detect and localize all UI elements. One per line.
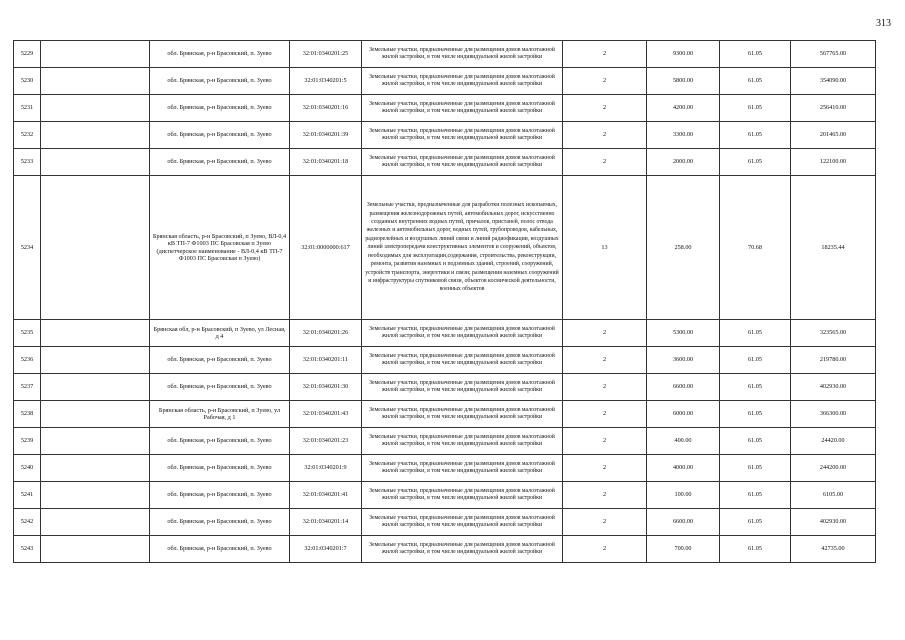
cell-land-use: Земельные участки, предназначенные для размещения домов малоэтажной жилой застройки, в том числе индивидуальной жилой застройки <box>362 455 563 482</box>
cell-cadastral-number: 32:01:0340201:11 <box>290 347 362 374</box>
cell-land-use: Земельные участки, предназначенные для размещения домов малоэтажной жилой застройки, в том числе индивидуальной жилой застройки <box>362 536 563 563</box>
cell-area: 258.00 <box>647 176 720 320</box>
cell-specific-value: 61.05 <box>720 401 791 428</box>
table-body <box>14 41 876 563</box>
cell-cadastral-number: 32:01:0340201:26 <box>290 320 362 347</box>
cell-use-group: 2 <box>563 95 647 122</box>
cell-cadastral-value: 219780.00 <box>791 347 876 374</box>
cell-address: Брянская область, р-н Брасовский, п Зуево, ВЛ-0,4 кВ ТП-7 Ф1003 ПС Брасовская п Зуево (диспетчерское наименование - ВЛ-0,4 кВ ТП-7 Ф1003 ПС Брасовская п Зуево) <box>150 176 290 320</box>
page-number: 313 <box>876 18 891 29</box>
cell-area: 6600.00 <box>647 374 720 401</box>
cell-specific-value: 61.05 <box>720 428 791 455</box>
cell-area: 4200.00 <box>647 95 720 122</box>
cell-empty <box>41 401 150 428</box>
cell-empty <box>41 509 150 536</box>
cell-cadastral-value: 366300.00 <box>791 401 876 428</box>
cell-address: Брянская область, р-н Брасовский, п Зуево, ул Рабочая, д 1 <box>150 401 290 428</box>
cell-cadastral-number: 32:01:0340201:23 <box>290 428 362 455</box>
table-row <box>14 509 876 536</box>
cell-record-number: 5240 <box>14 455 41 482</box>
cell-empty <box>41 320 150 347</box>
cell-cadastral-value: 402930.00 <box>791 509 876 536</box>
cell-specific-value: 61.05 <box>720 320 791 347</box>
cell-cadastral-number: 32:01:0340201:41 <box>290 482 362 509</box>
cell-address: обл. Брянская, р-н Брасовский, п. Зуево <box>150 68 290 95</box>
cell-cadastral-value: 24420.00 <box>791 428 876 455</box>
cell-specific-value: 61.05 <box>720 536 791 563</box>
cell-land-use: Земельные участки, предназначенные для размещения домов малоэтажной жилой застройки, в том числе индивидуальной жилой застройки <box>362 401 563 428</box>
cell-area: 9300.00 <box>647 41 720 68</box>
cell-empty <box>41 149 150 176</box>
cell-record-number: 5239 <box>14 428 41 455</box>
cell-specific-value: 61.05 <box>720 347 791 374</box>
cell-area: 5800.00 <box>647 68 720 95</box>
cell-empty <box>41 68 150 95</box>
cell-cadastral-value: 402930.00 <box>791 374 876 401</box>
cell-address: обл. Брянская, р-н Брасовский, п. Зуево <box>150 536 290 563</box>
cell-cadastral-number: 32:01:0340201:18 <box>290 149 362 176</box>
cell-record-number: 5234 <box>14 176 41 320</box>
cell-land-use: Земельные участки, предназначенные для разработки полезных ископаемых, размещения железнодорожных путей, автомобильных дорог, искусственно созданных внутренних водных путей, причалов, пристаней, полос отвода железных и автомобильных дорог, водных путей, трубопроводов, кабельных, радиорелейных и воздушных линий связи и линий радиофикации, воздушных линий электропередачи конструктивных элементов и сооружений, объектов, необходимых для эксплуатации,содержания, строительства, реконструкции, ремонта, развития наземных и подземных зданий, строений, сооружений, устройств транспорта, энергетики и связи; размещения наземных сооружений и инфраструктуры спутниковой связи, объектов космической деятельности, военных объектов <box>362 176 563 320</box>
cell-empty <box>41 176 150 320</box>
cell-record-number: 5235 <box>14 320 41 347</box>
cell-empty <box>41 428 150 455</box>
cell-address: обл. Брянская, р-н Брасовский, п. Зуево <box>150 455 290 482</box>
cell-cadastral-value: 6105.00 <box>791 482 876 509</box>
cell-land-use: Земельные участки, предназначенные для размещения домов малоэтажной жилой застройки, в том числе индивидуальной жилой застройки <box>362 509 563 536</box>
table-row <box>14 401 876 428</box>
cell-land-use: Земельные участки, предназначенные для размещения домов малоэтажной жилой застройки, в том числе индивидуальной жилой застройки <box>362 41 563 68</box>
table-row <box>14 41 876 68</box>
cell-record-number: 5236 <box>14 347 41 374</box>
cell-use-group: 2 <box>563 536 647 563</box>
table-row <box>14 455 876 482</box>
cell-cadastral-value: 122100.00 <box>791 149 876 176</box>
table-row <box>14 374 876 401</box>
cell-specific-value: 61.05 <box>720 149 791 176</box>
cell-empty <box>41 95 150 122</box>
cell-area: 6000.00 <box>647 401 720 428</box>
cell-address: обл. Брянская, р-н Брасовский, п. Зуево <box>150 509 290 536</box>
cell-address: обл. Брянская, р-н Брасовский, п. Зуево <box>150 149 290 176</box>
table-row <box>14 68 876 95</box>
cell-land-use: Земельные участки, предназначенные для размещения домов малоэтажной жилой застройки, в том числе индивидуальной жилой застройки <box>362 374 563 401</box>
cell-record-number: 5238 <box>14 401 41 428</box>
cell-specific-value: 61.05 <box>720 95 791 122</box>
table-row <box>14 536 876 563</box>
cell-cadastral-value: 323565.00 <box>791 320 876 347</box>
cell-empty <box>41 455 150 482</box>
cell-record-number: 5241 <box>14 482 41 509</box>
cell-land-use: Земельные участки, предназначенные для размещения домов малоэтажной жилой застройки, в том числе индивидуальной жилой застройки <box>362 428 563 455</box>
cell-use-group: 2 <box>563 455 647 482</box>
cell-address: обл. Брянская, р-н Брасовский, п. Зуево <box>150 122 290 149</box>
cell-use-group: 2 <box>563 68 647 95</box>
cell-area: 4000.00 <box>647 455 720 482</box>
cell-cadastral-number: 32:01:0340201:5 <box>290 68 362 95</box>
table-row <box>14 149 876 176</box>
cell-specific-value: 61.05 <box>720 68 791 95</box>
cell-empty <box>41 41 150 68</box>
cell-empty <box>41 347 150 374</box>
cell-record-number: 5231 <box>14 95 41 122</box>
cell-cadastral-value: 567765.00 <box>791 41 876 68</box>
cell-empty <box>41 482 150 509</box>
table-row <box>14 95 876 122</box>
cell-area: 6600.00 <box>647 509 720 536</box>
cell-address: обл. Брянская, р-н Брасовский, п. Зуево <box>150 41 290 68</box>
cell-cadastral-number: 32:01:0340201:14 <box>290 509 362 536</box>
cell-cadastral-value: 42735.00 <box>791 536 876 563</box>
cell-use-group: 2 <box>563 509 647 536</box>
cell-address: обл. Брянская, р-н Брасовский, п. Зуево <box>150 374 290 401</box>
cell-specific-value: 61.05 <box>720 122 791 149</box>
cell-record-number: 5229 <box>14 41 41 68</box>
cell-area: 5300.00 <box>647 320 720 347</box>
cell-record-number: 5233 <box>14 149 41 176</box>
cell-address: Брянская обл, р-н Брасовский, п Зуево, ул Лесная, д 4 <box>150 320 290 347</box>
cell-specific-value: 61.05 <box>720 41 791 68</box>
cell-use-group: 13 <box>563 176 647 320</box>
table-row <box>14 176 876 320</box>
cell-land-use: Земельные участки, предназначенные для размещения домов малоэтажной жилой застройки, в том числе индивидуальной жилой застройки <box>362 122 563 149</box>
cell-cadastral-number: 32:01:0340201:7 <box>290 536 362 563</box>
cell-use-group: 2 <box>563 320 647 347</box>
cell-record-number: 5232 <box>14 122 41 149</box>
cell-area: 700.00 <box>647 536 720 563</box>
cell-empty <box>41 122 150 149</box>
cell-cadastral-number: 32:01:0340201:9 <box>290 455 362 482</box>
table-row <box>14 428 876 455</box>
cell-use-group: 2 <box>563 122 647 149</box>
cell-land-use: Земельные участки, предназначенные для размещения домов малоэтажной жилой застройки, в том числе индивидуальной жилой застройки <box>362 347 563 374</box>
cell-use-group: 2 <box>563 428 647 455</box>
table-row <box>14 320 876 347</box>
cell-use-group: 2 <box>563 482 647 509</box>
cell-area: 100.00 <box>647 482 720 509</box>
cell-use-group: 2 <box>563 149 647 176</box>
cell-cadastral-value: 244200.00 <box>791 455 876 482</box>
cell-cadastral-number: 32:01:0340201:43 <box>290 401 362 428</box>
cell-land-use: Земельные участки, предназначенные для размещения домов малоэтажной жилой застройки, в том числе индивидуальной жилой застройки <box>362 149 563 176</box>
cell-address: обл. Брянская, р-н Брасовский, п. Зуево <box>150 95 290 122</box>
cell-specific-value: 61.05 <box>720 455 791 482</box>
cell-record-number: 5242 <box>14 509 41 536</box>
cell-empty <box>41 374 150 401</box>
cell-land-use: Земельные участки, предназначенные для размещения домов малоэтажной жилой застройки, в том числе индивидуальной жилой застройки <box>362 482 563 509</box>
cell-area: 3600.00 <box>647 347 720 374</box>
cell-cadastral-value: 201465.00 <box>791 122 876 149</box>
cell-use-group: 2 <box>563 41 647 68</box>
cell-cadastral-number: 32:01:0340201:30 <box>290 374 362 401</box>
cell-specific-value: 70.68 <box>720 176 791 320</box>
table-row <box>14 347 876 374</box>
cell-area: 3300.00 <box>647 122 720 149</box>
cell-cadastral-number: 32:01:0000000:617 <box>290 176 362 320</box>
cell-use-group: 2 <box>563 401 647 428</box>
cell-land-use: Земельные участки, предназначенные для размещения домов малоэтажной жилой застройки, в том числе индивидуальной жилой застройки <box>362 320 563 347</box>
cell-record-number: 5243 <box>14 536 41 563</box>
cell-area: 2000.00 <box>647 149 720 176</box>
cell-cadastral-value: 18235.44 <box>791 176 876 320</box>
cell-cadastral-number: 32:01:0340201:25 <box>290 41 362 68</box>
cell-cadastral-value: 256410.00 <box>791 95 876 122</box>
cell-area: 400.00 <box>647 428 720 455</box>
cell-cadastral-number: 32:01:0340201:16 <box>290 95 362 122</box>
cell-address: обл. Брянская, р-н Брасовский, п. Зуево <box>150 428 290 455</box>
cell-use-group: 2 <box>563 347 647 374</box>
land-plots-table <box>13 40 876 563</box>
cell-address: обл. Брянская, р-н Брасовский, п. Зуево <box>150 482 290 509</box>
table-row <box>14 482 876 509</box>
cell-specific-value: 61.05 <box>720 374 791 401</box>
table-row <box>14 122 876 149</box>
cell-record-number: 5230 <box>14 68 41 95</box>
cell-empty <box>41 536 150 563</box>
cell-use-group: 2 <box>563 374 647 401</box>
cell-address: обл. Брянская, р-н Брасовский, п. Зуево <box>150 347 290 374</box>
cell-specific-value: 61.05 <box>720 509 791 536</box>
cell-specific-value: 61.05 <box>720 482 791 509</box>
cell-land-use: Земельные участки, предназначенные для размещения домов малоэтажной жилой застройки, в том числе индивидуальной жилой застройки <box>362 68 563 95</box>
cell-cadastral-value: 354090.00 <box>791 68 876 95</box>
cell-record-number: 5237 <box>14 374 41 401</box>
cell-land-use: Земельные участки, предназначенные для размещения домов малоэтажной жилой застройки, в том числе индивидуальной жилой застройки <box>362 95 563 122</box>
cell-cadastral-number: 32:01:0340201:39 <box>290 122 362 149</box>
